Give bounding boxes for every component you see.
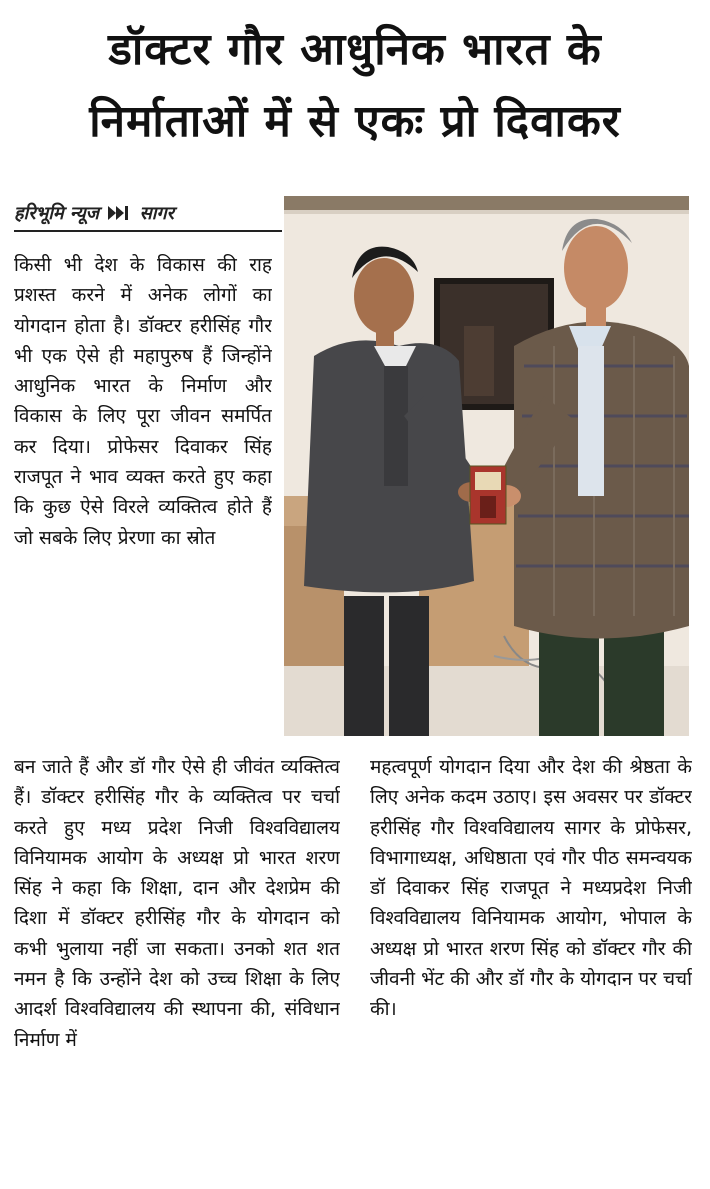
headline	[0, 14, 710, 158]
article-column-3	[370, 752, 692, 1182]
article-paragraph: बन जाते हैं और डॉ गौर ऐसे ही जीवंत व्यक्तित्व हैं। डॉक्टर हरीसिंह गौर के व्यक्तित्व पर चर्चा करते हुए मध्य प्रदेश निजी विश्वविद्यालय विनियामक आयोग के अध्यक्ष प्रो भारत शरण सिंह ने कहा कि शिक्षा, दान और देशप्रेम की दिशा में डॉक्टर हरीसिंह गौर के योगदान को कभी भुलाया नहीं जा सकता। उनको शत शत नमन है कि उन्होंने देश को उच्च शिक्षा के लिए आदर्श विश्वविद्यालय की स्थापना की, संविधान निर्माण में	[14, 756, 340, 1051]
byline-source: हरिभूमि न्यूज	[14, 203, 100, 224]
article-column-2	[14, 752, 340, 1182]
news-photo	[284, 196, 689, 736]
article-column-1	[14, 250, 272, 736]
headline-line-2: निर्माताओं में से एकः प्रो दिवाकर	[89, 96, 621, 147]
fast-forward-icon	[108, 203, 136, 224]
article-paragraph: महत्वपूर्ण योगदान दिया और देश की श्रेष्ठता के लिए अनेक कदम उठाए। इस अवसर पर डॉक्टर हरीसिंह गौर विश्वविद्यालय सागर के प्रोफेसर, विभागाध्यक्ष, अधिष्ठाता एवं गौर पीठ समन्वयक डॉ दिवाकर सिंह राजपूत ने मध्यप्रदेश निजी विश्वविद्यालय विनियामक आयोग, भोपाल के अध्यक्ष प्रो भारत शरण सिंह को डॉक्टर गौर की जीवनी भेंट की और डॉ गौर के योगदान पर चर्चा की।	[370, 756, 692, 1021]
headline-line-1: डॉक्टर गौर आधुनिक भारत के	[108, 24, 602, 75]
byline	[14, 196, 282, 232]
article-paragraph: किसी भी देश के विकास की राह प्रशस्त करने में अनेक लोगों का योगदान होता है। डॉक्टर हरीसिंह गौर भी एक ऐसे ही महापुरुष हैं जिन्होंने आधुनिक भारत के निर्माण और विकास के लिए पूरा जीवन समर्पित कर दिया। प्रोफेसर दिवाकर सिंह राजपूत ने भाव व्यक्त करते हुए कहा कि कुछ ऐसे विरले व्यक्तित्व होते हैं जो सबके लिए प्रेरणा का स्रोत	[14, 254, 272, 549]
byline-place: सागर	[139, 203, 174, 224]
